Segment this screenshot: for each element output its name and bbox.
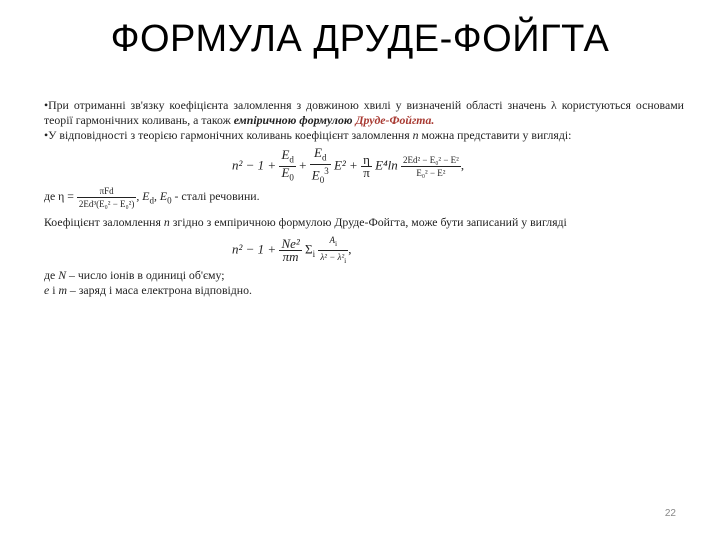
intro-emphasis: емпіричною формулою [233, 113, 353, 127]
eta-tail-3: , E [153, 189, 168, 204]
n-def-var: N [58, 268, 67, 282]
eta-definition [44, 183, 684, 215]
f1-lhs: n² − 1 + [232, 157, 277, 173]
n-def-text: – число іонів в одиниці об'єму; [66, 268, 225, 282]
f1-frac-4 [401, 154, 461, 179]
paragraph-drude-voigt [44, 215, 684, 230]
eta-prefix: де η = [44, 189, 74, 204]
eta-tail-4: 0 [167, 195, 172, 206]
f2-frac-1 [279, 235, 301, 264]
f1-frac-2-den: E [311, 166, 320, 182]
f2-frac-2-den: λ² − λ² [320, 251, 345, 262]
eta-frac [77, 185, 136, 210]
f2-sum: Σ [305, 241, 313, 257]
f2-frac-2-num: A [329, 235, 336, 245]
f2-frac-1-den: πm [282, 248, 299, 264]
f2-frac-1-num: Ne² [281, 235, 300, 251]
f1-ln: E⁴ln [375, 157, 398, 173]
drude-text: Коефіцієнт заломлення [44, 215, 164, 229]
slide-body [44, 98, 684, 298]
paragraph-em-definition [44, 283, 684, 298]
f1-frac-3 [361, 151, 372, 180]
em-text: – заряд і маса електрона відповідно. [66, 283, 252, 297]
f1-frac-1: $\frac{E_d}{E_0}$ [281, 147, 294, 183]
f2-frac-2: $\frac{A_i}{\lambda^2 - \lambda^2_i}$ [320, 235, 347, 265]
formula-harmonic-expression [232, 147, 464, 186]
formula-drude-voigt [44, 230, 684, 268]
slide-title: ФОРМУЛА ДРУДЕ-ФОЙГТА [110, 18, 610, 60]
eta-frac-num: πFd [77, 185, 136, 198]
eta-tail-2: d [149, 195, 154, 206]
f1-frac-4-den: E₀² − E² [416, 167, 446, 178]
f1-frac-3-num: η [363, 151, 370, 167]
f1-frac-3-den: π [363, 164, 370, 180]
eta-frac-den: 2Ed³(E₀² − E₀²) [78, 199, 135, 209]
harmonic-tail: можна представити у вигляді: [418, 128, 572, 142]
em-mid: і [49, 283, 59, 297]
formula-drude-voigt-expression: n² − 1 + $\frac{\text{Ne²}}{\pi m}$ $\Sigma_i$ $\frac{A_i}{\lambda^2 - \lambda^2_i}$ , [232, 235, 352, 265]
paragraph-intro [44, 98, 684, 128]
eta-expression [44, 185, 260, 210]
eta-tail-5: - сталі речовини. [171, 189, 260, 204]
n-def-prefix: де [44, 268, 59, 282]
f1-frac-1-num: E [281, 147, 290, 163]
formula-harmonic [44, 143, 684, 183]
f1-frac-1-den: E [281, 164, 290, 180]
intro-formula-name: Друде-Фойгта. [355, 113, 435, 127]
paragraph-harmonic [44, 128, 684, 143]
paragraph-n-definition [44, 268, 684, 283]
drude-var-n: n [163, 215, 170, 229]
f2-comma: , [348, 241, 352, 257]
f1-e2: E² + [333, 157, 358, 173]
harmonic-text: •У відповідності з теорією гармонічних коливань коефіцієнт заломлення [44, 128, 413, 142]
f1-frac-4-num: 2Ed² − E₀² − E² [402, 154, 459, 165]
intro-text: •При отриманні зв'язку коефіцієнта заломлення з довжиною хвилі у визначеній області значень λ користуються основами теорії гармонічних коливань, а також [44, 98, 684, 127]
page-number: 22 [664, 508, 676, 519]
f1-comma: , [460, 157, 465, 173]
eta-tail-1: , E [136, 189, 150, 204]
f1-frac-2: $\frac{E_d}{E_0^3}$ [311, 145, 329, 185]
em-var-m: m [58, 283, 67, 297]
drude-tail: згідно з емпіричною формулою Друде-Фойгта, може бути записаний у вигляді [169, 215, 567, 229]
harmonic-var-n: n [412, 128, 419, 142]
f1-plus: + [299, 157, 307, 173]
f2-lhs: n² − 1 + [232, 241, 277, 257]
em-var-e: e [44, 283, 50, 297]
f1-frac-2-num: E [314, 145, 322, 160]
